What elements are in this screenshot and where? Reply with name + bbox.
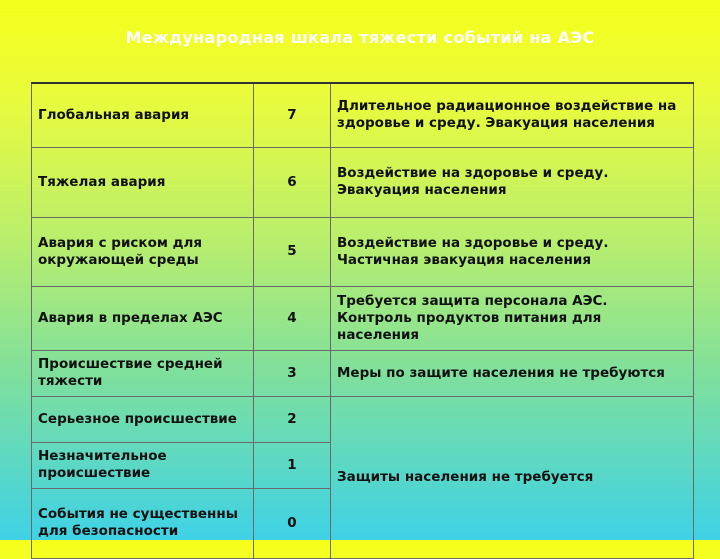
level-cell: 0 <box>254 488 331 558</box>
level-cell: 2 <box>254 396 331 442</box>
event-name-cell: События не существенны для безопасности <box>32 488 254 558</box>
level-cell: 4 <box>254 286 331 350</box>
merged-description-cell: Защиты населения не требуется <box>331 396 694 558</box>
event-name-cell: Авария с риском для окружающей среды <box>32 217 254 286</box>
level-cell: 6 <box>254 147 331 217</box>
level-cell: 5 <box>254 217 331 286</box>
level-cell: 3 <box>254 350 331 396</box>
severity-scale-table <box>31 82 694 559</box>
event-name-cell: Происшествие средней тяжести <box>32 350 254 396</box>
table-row <box>32 217 694 286</box>
level-cell: 1 <box>254 442 331 488</box>
table-row <box>32 350 694 396</box>
table-row <box>32 83 694 147</box>
event-name-cell: Глобальная авария <box>32 83 254 147</box>
level-cell: 7 <box>254 83 331 147</box>
table-row <box>32 147 694 217</box>
description-cell: Длительное радиационное воздействие на здоровье и среду. Эвакуация населения <box>331 83 694 147</box>
description-cell: Воздействие на здоровье и среду. Частичная эвакуация населения <box>331 217 694 286</box>
event-name-cell: Авария в пределах АЭС <box>32 286 254 350</box>
page-title: Международная шкала тяжести событий на АЭС <box>125 28 595 47</box>
description-cell: Воздействие на здоровье и среду. Эвакуация населения <box>331 147 694 217</box>
event-name-cell: Тяжелая авария <box>32 147 254 217</box>
description-cell: Требуется защита персонала АЭС. Контроль продуктов питания для населения <box>331 286 694 350</box>
table-row <box>32 286 694 350</box>
table-row <box>32 396 694 442</box>
description-cell: Меры по защите населения не требуются <box>331 350 694 396</box>
event-name-cell: Серьезное происшествие <box>32 396 254 442</box>
event-name-cell: Незначительное происшествие <box>32 442 254 488</box>
